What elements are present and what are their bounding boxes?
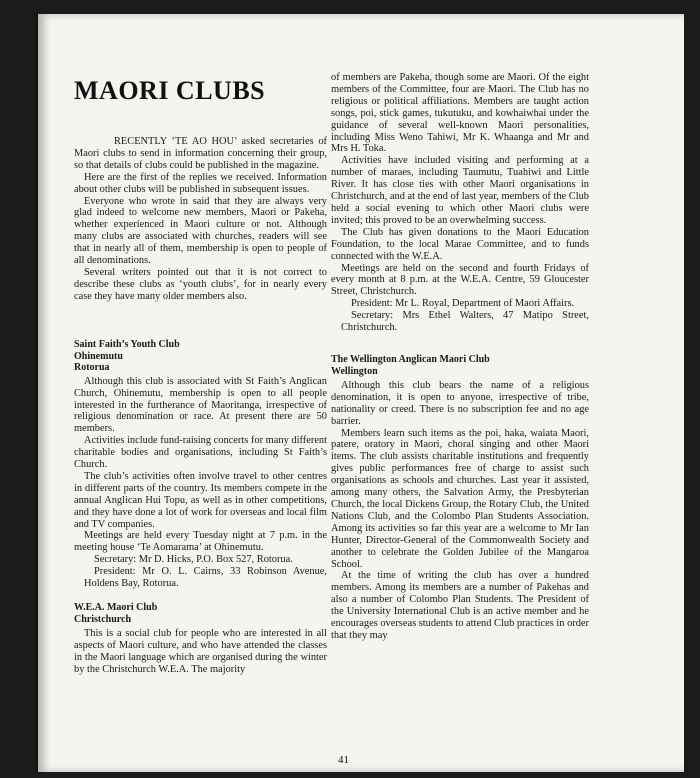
club2-president: President: Mr L. Royal, Department of Maori Affairs. [351, 298, 575, 310]
club2-continued-4: Meetings are held on the second and fourth Fridays of every month at 8 p.m. at the W.E.A. Centre, 59 Gloucester Street, Christchurch. [331, 262, 589, 298]
club1-paragraph-3: The club’s activities often involve travel to other centres in different parts of the country. Its members compete in the annual Anglican Hui Topu, as well as in other competitions, and they have done a lot of work for overseas and local film and TV companies. [74, 470, 327, 530]
club2-location: Christchurch [74, 614, 132, 625]
intro-paragraph-4: Several writers pointed out that it is not correct to describe these clubs as ‘youth clubs’, for in nearly every case they have many older members also. [74, 266, 327, 302]
club2-paragraph-1: This is a social club for people who are interested in all aspects of Maori culture, and who have attended the classes in the Maori language which are organised during the winter by the Christchurch W.E.A. The majority [74, 628, 327, 675]
club2-secretary: Secretary: Mrs Ethel Walters, 47 Matipo Street, Christchurch. [341, 310, 589, 334]
club3-name: The Wellington Anglican Maori Club [331, 353, 490, 365]
magazine-page [36, 14, 684, 772]
club1-location-1: Ohinemutu [74, 350, 123, 362]
club2-name: W.E.A. Maori Club [74, 602, 158, 613]
intro-paragraph-1: RECENTLY ‘TE AO HOU’ asked secretaries of Maori clubs to send in information concerning their group, so that details of clubs could be published in the magazine. [74, 136, 327, 171]
page-title: MAORI CLUBS [74, 76, 266, 105]
club3-location: Wellington [331, 365, 378, 377]
club1-location-2: Rotorua [74, 361, 110, 373]
club1-president: President: Mr O. L. Cairns, 33 Robinson Avenue, Holdens Bay, Rotorua. [84, 566, 327, 590]
club2-continued-3: The Club has given donations to the Maori Education Foundation, to the local Marae Committee, and to funds connected with the W.E.A. [331, 226, 589, 262]
intro-paragraph-3: Everyone who wrote in said that they are always very glad indeed to welcome new members, Maori or Pakeha, whether experienced in Maori culture or not. Although many clubs are associated with churches, readers will see that in nearly all of them, membership is open to people of all denominations. [74, 195, 327, 267]
page-number: 41 [338, 754, 349, 766]
club3-paragraph-1: Although this club bears the name of a religious denomination, it is open to anyone, irrespective of tribe, nationality or creed. There is no subscription fee and no age barrier. [331, 379, 589, 427]
club1-paragraph-4: Meetings are held every Tuesday night at 7 p.m. in the meeting house ‘Te Aomarama’ at Ohinemutu. [74, 530, 327, 554]
intro-paragraph-2: Here are the first of the replies we received. Information about other clubs will be published in subsequent issues. [74, 171, 327, 195]
club1-paragraph-1: Although this club is associated with St Faith’s Anglican Church, Ohinemutu, membership is open to all people interested in the furtherance of Maoritanga, irrespective of religious denomination or race. At present there are 50 members. [74, 375, 327, 435]
club2-continued-1: of members are Pakeha, though some are Maori. Of the eight members of the Committee, four are Maori. The Club has no religious or political affiliations. Members are taught action songs, poi, stick games, tukutuku, and kowhaiwhai under the guidance of several well-known Maori personalities, including Miss Weno Tahiwi, Mr K. Whaanga and Mr and Mrs H. Toka. [331, 72, 589, 155]
club1-paragraph-2: Activities include fund-raising concerts for many different charitable bodies and organisations, including St Faith’s Church. [74, 435, 327, 471]
club1-name: Saint Faith’s Youth Club [74, 338, 180, 350]
club1-secretary: Secretary: Mr D. Hicks, P.O. Box 527, Rotorua. [94, 554, 293, 566]
right-column [331, 72, 589, 642]
club3-paragraph-2: Members learn such items as the poi, haka, waiata Maori, patere, oratory in Maori, choral singing and other Maori items. The club assists charitable institutions and frequently gives public performances free of charge to assist such organisations as schools and churches. Last year it assisted, among many others, the Salvation Army, the Presbyterian Church, the local Dickens Group, the Rotary Club, the United Nations Club, and the Colombo Plan Students Association. Among its activities so far this year are a welcome to Mr Ian Hunter, Director-General of the Commonwealth Society and another to celebrate the Golden Jubilee of the Mangaroa School. [331, 427, 589, 570]
left-column [74, 136, 327, 676]
club3-paragraph-3: At the time of writing the club has over a hundred members. Among its members are a number of Pakehas and also a number of Colombo Plan Students. The President of the University International Club is an active member and he encourages overseas students to attend Club practices in order that they may [331, 570, 589, 641]
club2-continued-2: Activities have included visiting and performing at a number of maraes, including Taumutu, Tuahiwi and Little River. It has close ties with other Maori organisations in Christchurch, and at the end of last year, members of the Club held a social evening to which other Maori clubs were invited; this proved to be an overwhelming success. [331, 155, 589, 226]
